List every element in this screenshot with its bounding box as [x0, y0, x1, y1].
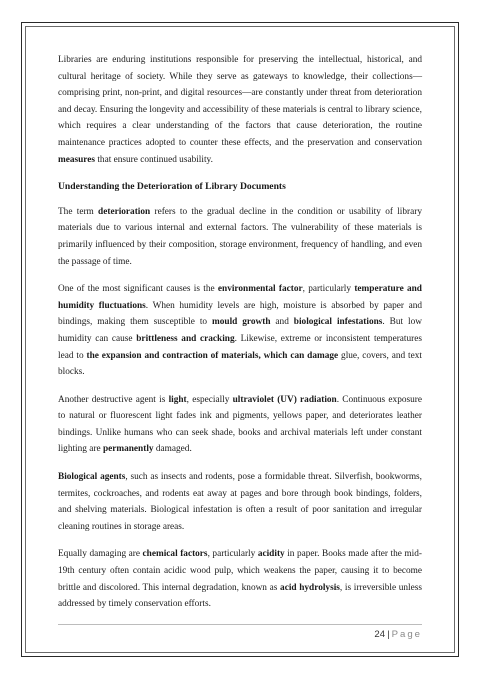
text-run: , such as insects and rodents, pose a formidable threat. Silverfish, bookworms, termites, cockroaches, and rodents eat away at pages and bore through book bindings, folders, and shelving materials. Biological infestation is often a result of poor sanitation and irregular cleaning routines in storage areas. [58, 472, 422, 532]
text-run: Libraries are enduring institutions responsible for preserving the intellectual, historical, and cultural heritage of society. While they serve as gateways to knowledge, their collections—comprising print, non-print, and digital resources—are constantly under threat from deterioration and decay. Ensuring the longevity and accessibility of these materials is central to library science, which requires a clear understanding of the factors that cause deterioration, the routine maintenance practices adopted to counter these effects, and the preservation and conservation [58, 55, 422, 148]
bold-term: biological infestations [293, 317, 383, 328]
text-run: One of the most significant causes is the [58, 284, 218, 295]
text-run: , especially [186, 394, 233, 405]
footer-rule [58, 624, 422, 625]
bold-term: measures [58, 154, 96, 165]
text-run: refers to the gradual decline in the condition or usability of library materials due to various internal and external factors. The vulnerability of these materials is primarily influenced by their composition, storage environment, frequency of handling, and even the passage of time. [58, 206, 422, 267]
text-run: , is irreversible unless addressed by timely conservation efforts. [58, 582, 422, 610]
paragraph [58, 281, 422, 381]
bold-term: Biological agents [58, 472, 126, 483]
bold-term: deterioration [98, 206, 151, 217]
text-run: , particularly [302, 284, 355, 295]
text-run: The term [58, 206, 99, 217]
bold-term: acidity [257, 549, 285, 560]
text-run: glue, covers, and text blocks. [58, 350, 422, 378]
bold-term: light [168, 394, 187, 405]
text-run: , particularly [207, 549, 258, 560]
paragraph [58, 52, 422, 168]
bold-term: temperature and humidity fluctuations [58, 284, 422, 311]
bold-term: ultraviolet (UV) radiation [232, 394, 337, 405]
text-run: in paper. Books made after the mid-19th century often contain acidic wood pulp, which weakens the paper, causing it to become brittle and discolored. This internal degradation, known as [58, 549, 422, 593]
text-run: . Continuous exposure to natural or fluorescent light fades ink and pigments, yellows paper, and deteriorates leather bindings. Unlike humans who can seek shade, books and archival materials left under constant lighting are [58, 394, 422, 455]
text-run: that ensure continued usability. [95, 154, 213, 165]
body-text [58, 52, 422, 624]
text-run: and [270, 317, 294, 328]
section-heading: Understanding the Deterioration of Library Documents [58, 181, 286, 193]
page-number: 24 [374, 629, 386, 640]
text-run: . Likewise, extreme or inconsistent temperatures lead to [58, 333, 422, 361]
paragraph [58, 204, 422, 270]
page-footer [374, 629, 422, 640]
bold-term: acid hydrolysis [280, 582, 340, 593]
page-label: Page [391, 629, 422, 640]
footer-separator: | [387, 629, 390, 640]
text-run: Equally damaging are [58, 549, 143, 560]
bold-term: mould growth [212, 317, 271, 328]
text-run: . When humidity levels are high, moisture is absorbed by paper and bindings, making them susceptible to [58, 300, 423, 328]
bold-term: the expansion and contraction of materials, which can damage [86, 350, 339, 361]
text-run: Another destructive agent is [58, 394, 169, 405]
paragraph [58, 392, 422, 458]
bold-term: environmental factor [217, 284, 303, 295]
bold-term: chemical factors [142, 549, 208, 560]
bold-term: permanently [102, 444, 154, 455]
paragraph [58, 546, 422, 612]
text-run: damaged. [153, 444, 192, 455]
text-run: . But low humidity can cause [58, 317, 422, 344]
bold-term: brittleness and cracking [136, 333, 235, 344]
paragraph [58, 469, 422, 535]
